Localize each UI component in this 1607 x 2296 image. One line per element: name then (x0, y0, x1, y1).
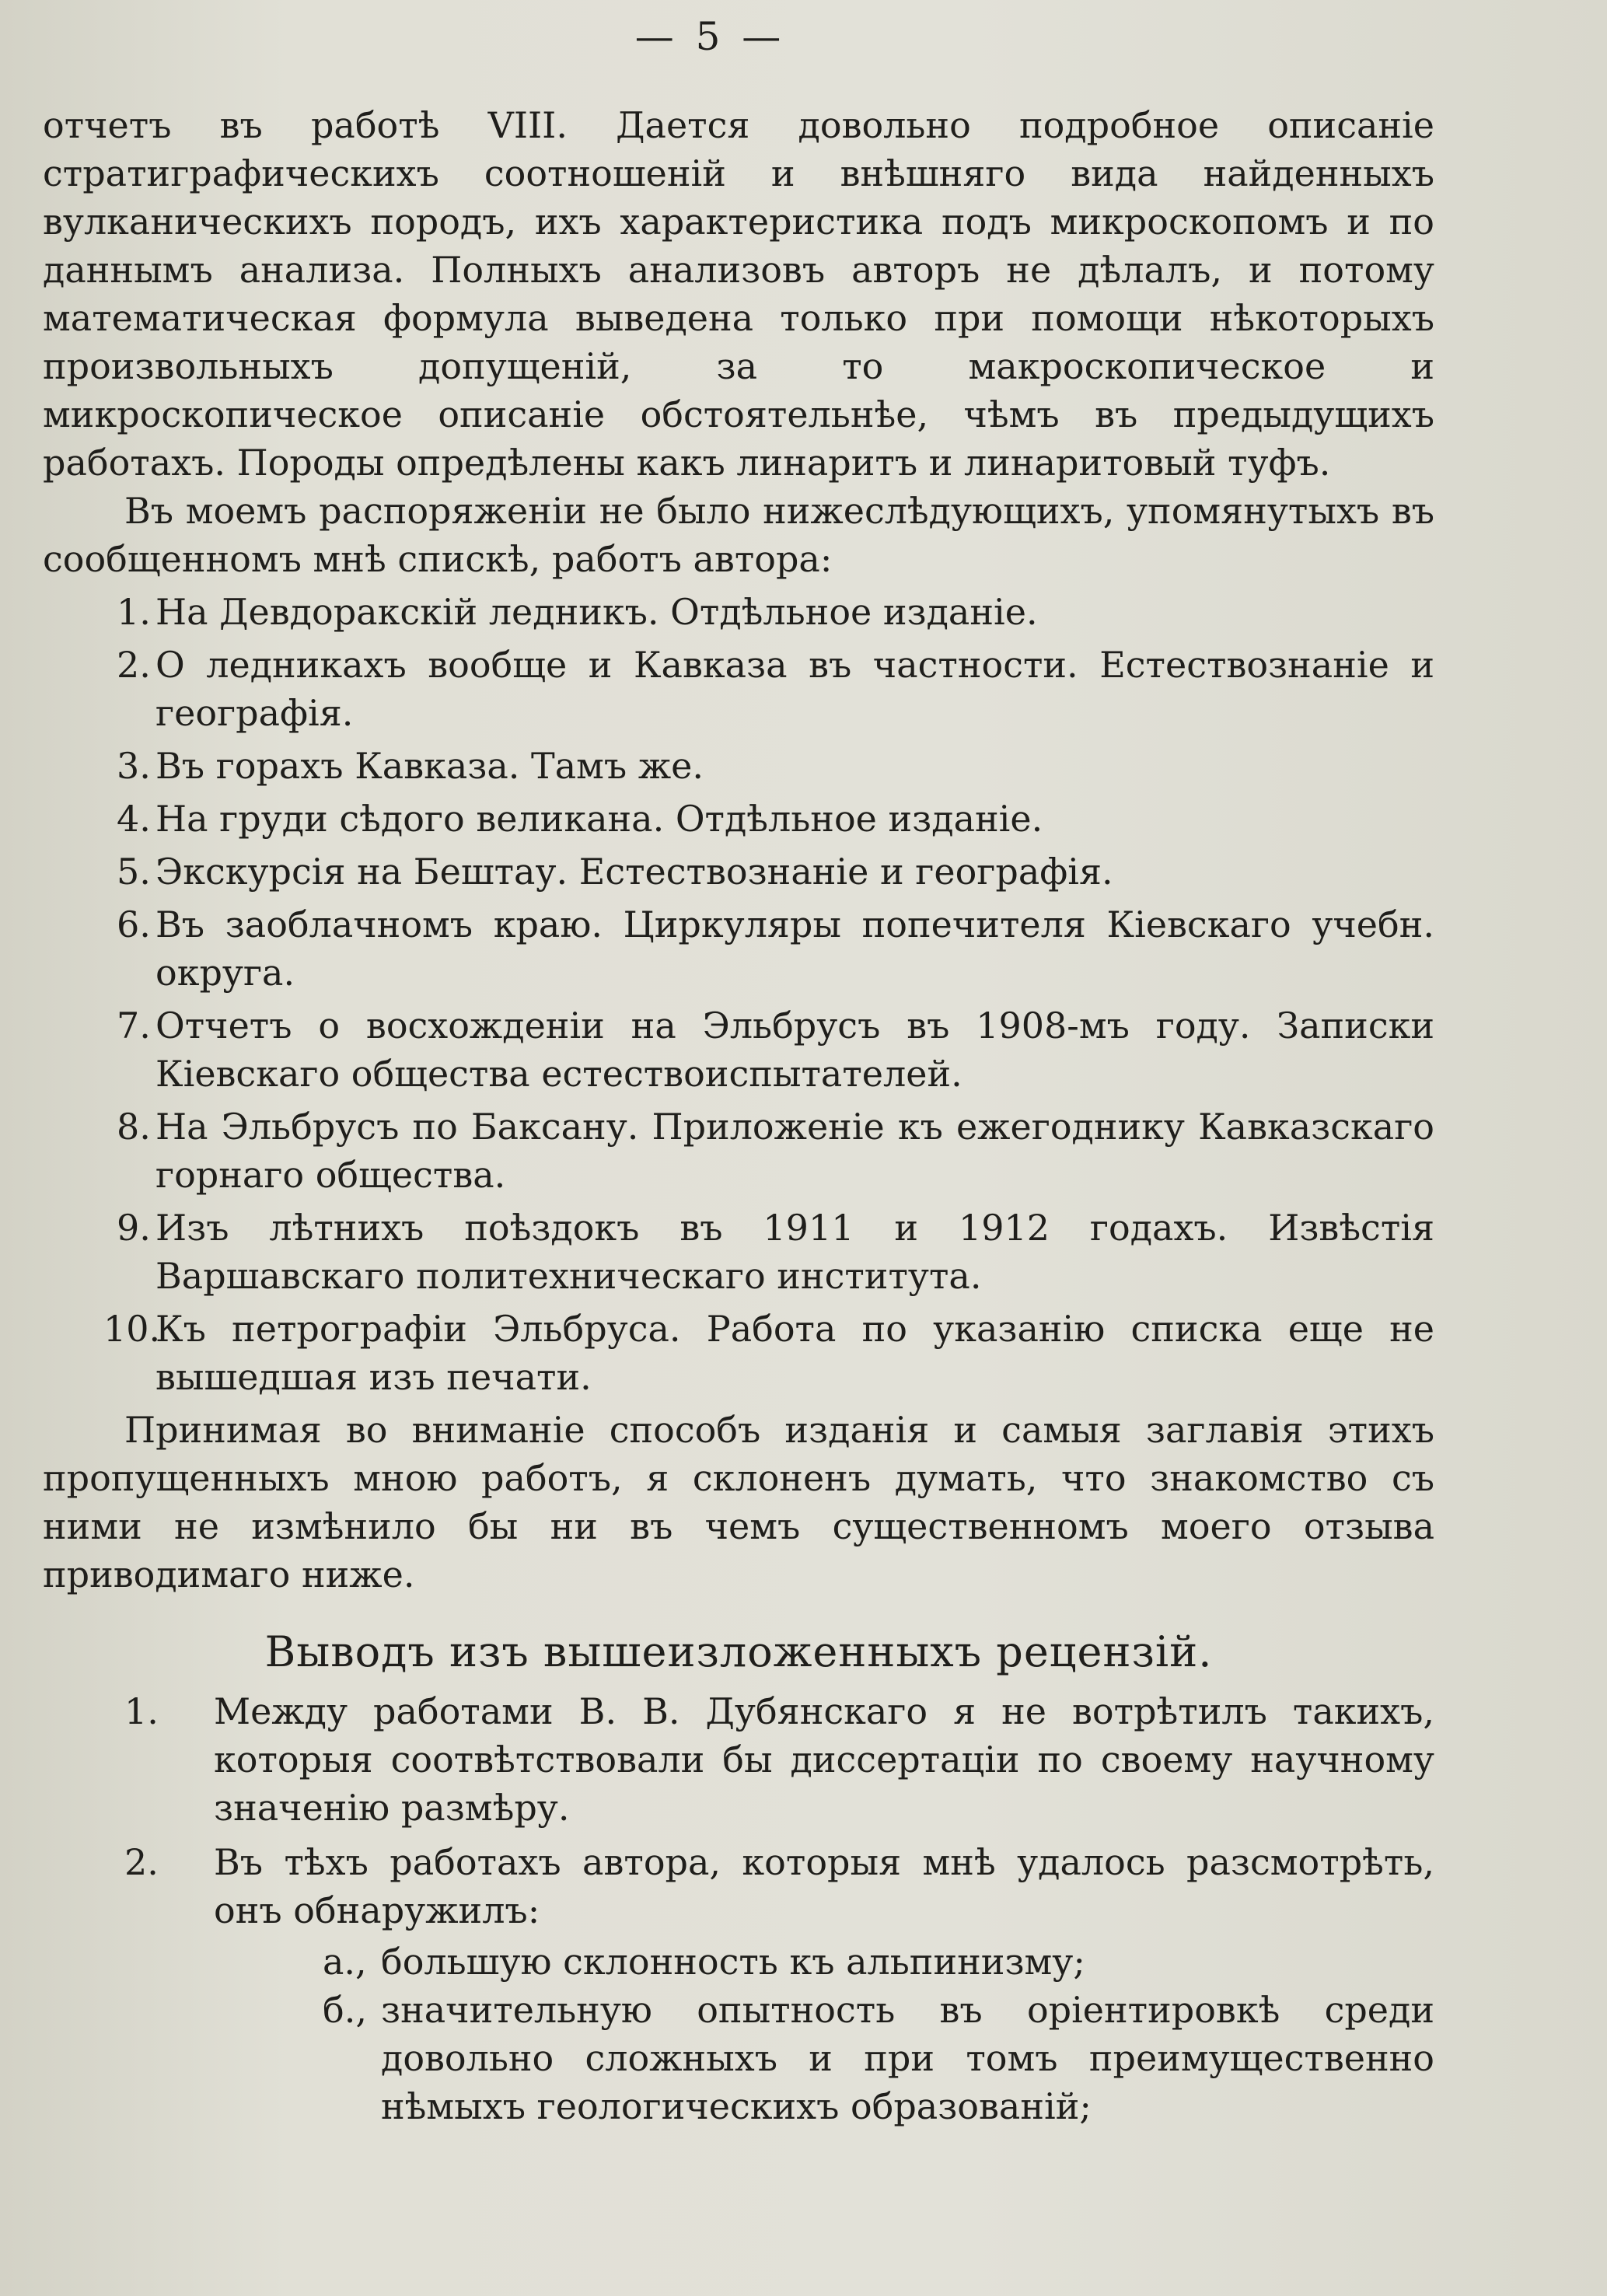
sub-item-text: значительную опытность въ оріентировкѣ среди довольно сложныхъ и при томъ преимущественно нѣмыхъ геологическихъ образованій; (381, 1989, 1434, 2127)
list-item-number: 9. (117, 1207, 151, 1249)
list-item (43, 1305, 1434, 1401)
conclusion-item (43, 1687, 1434, 1832)
list-item-text: Въ горахъ Кавказа. Тамъ же. (155, 745, 704, 787)
list-item (43, 847, 1434, 896)
conclusion-sublist (214, 1938, 1434, 2130)
list-item-text: Отчетъ о восхожденіи на Эльбрусъ въ 1908-мъ году. Записки Кіевскаго общества естествоиспытателей. (155, 1005, 1434, 1095)
document-body (43, 101, 1434, 2137)
list-item-number: 2. (117, 644, 151, 686)
conclusion-number: 2. (124, 1841, 159, 1883)
list-item (43, 900, 1434, 997)
list-item-number: 1. (117, 591, 151, 633)
list-item (43, 1204, 1434, 1300)
list-item-text: Къ петрографіи Эльбруса. Работа по указанію списка еще не вышедшая изъ печати. (155, 1308, 1434, 1398)
list-item-number: 3. (117, 745, 151, 787)
list-item (43, 795, 1434, 843)
conclusion-item (43, 1838, 1434, 2130)
list-item-number: 7. (117, 1005, 151, 1047)
list-item-text: Въ заоблачномъ краю. Циркуляры попечителя Кіевскаго учебн. округа. (155, 903, 1434, 994)
intro-paragraph: отчетъ въ работѣ VIII. Дается довольно подробное описаніе стратиграфическихъ соотношеній и внѣшняго вида найденныхъ вулканическихъ породъ, ихъ характеристика подъ микроскопомъ и по даннымъ анализа. Полныхъ анализовъ авторъ не дѣлалъ, и потому математическая формула выведена только при помощи нѣкоторыхъ произвольныхъ допущеній, за то макроскопическое и микроскопическое описаніе обстоятельнѣе, чѣмъ въ предыдущихъ работахъ. Породы опредѣлены какъ линаритъ и линаритовый туфъ. (43, 104, 1434, 484)
list-item-number: 8. (117, 1106, 151, 1148)
list-item (43, 1001, 1434, 1098)
missing-works-intro: Въ моемъ распоряженіи не было нижеслѣдующихъ, упомянутыхъ въ сообщенномъ мнѣ спискѣ, работъ автора: (43, 490, 1434, 580)
list-item (43, 588, 1434, 636)
list-item (43, 641, 1434, 737)
list-item (43, 742, 1434, 790)
list-item-number: 6. (117, 903, 151, 945)
list-item-text: О ледникахъ вообще и Кавказа въ частности. Естествознаніе и географія. (155, 644, 1434, 734)
list-item-number: 10. (103, 1308, 161, 1350)
conclusion-text: Между работами В. В. Дубянскаго я не вотрѣтилъ такихъ, которыя соотвѣтствовали бы диссертаціи по своему научному значенію размѣру. (214, 1690, 1434, 1829)
list-item (43, 1103, 1434, 1199)
list-item-text: На груди сѣдого великана. Отдѣльное изданіе. (155, 798, 1043, 840)
sub-item-marker: б., (323, 1989, 367, 2031)
sub-item (214, 1986, 1434, 2130)
list-item-text: Экскурсія на Бештау. Естествознаніе и географія. (155, 851, 1113, 893)
page-number: — 5 — (634, 14, 786, 59)
sub-item (214, 1938, 1434, 1986)
consideration-paragraph: Принимая во вниманіе способъ изданія и самыя заглавія этихъ пропущенныхъ мною работъ, я склоненъ думать, что знакомство съ ними не измѣнило бы ни въ чемъ существенномъ моего отзыва приводимаго ниже. (43, 1409, 1434, 1595)
list-item-text: Изъ лѣтнихъ поѣздокъ въ 1911 и 1912 годахъ. Извѣстія Варшавскаго политехническаго института. (155, 1207, 1434, 1297)
list-item-number: 5. (117, 851, 151, 893)
conclusions-list (43, 1687, 1434, 2130)
conclusion-heading: Выводъ изъ вышеизложенныхъ рецензій. (264, 1627, 1213, 1676)
list-item-text: На Эльбрусъ по Баксану. Приложеніе къ ежегоднику Кавказскаго горнаго общества. (155, 1106, 1434, 1196)
conclusion-number: 1. (124, 1690, 159, 1732)
sub-item-marker: а., (323, 1941, 367, 1983)
list-item-text: На Девдоракскій ледникъ. Отдѣльное изданіе. (155, 591, 1038, 633)
list-item-number: 4. (117, 798, 151, 840)
sub-item-text: большую склонность къ альпинизму; (381, 1941, 1085, 1983)
missing-works-list (43, 588, 1434, 1401)
conclusion-text: Въ тѣхъ работахъ автора, которыя мнѣ удалось разсмотрѣть, онъ обнаружилъ: (214, 1841, 1434, 1931)
